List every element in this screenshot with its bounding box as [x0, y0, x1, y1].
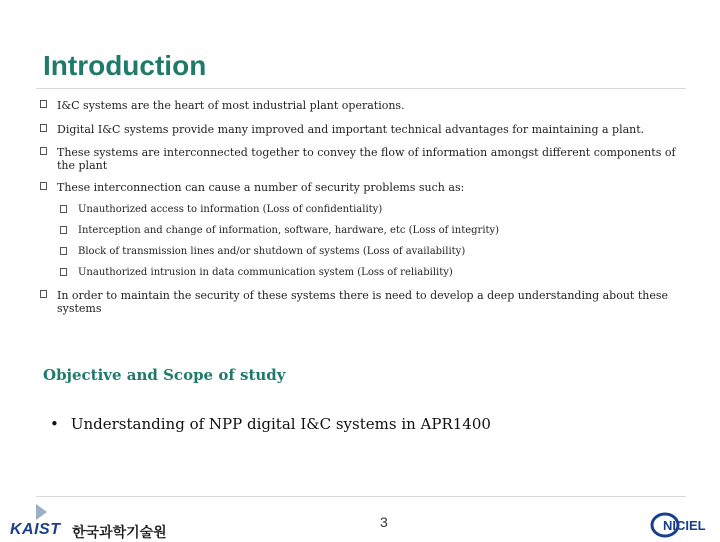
- bullet-item: In order to maintain the security of these systems there is need to develop a deep understanding about these systems: [40, 289, 677, 315]
- box-bullet-icon: [60, 205, 67, 213]
- title-divider: [36, 88, 686, 89]
- bullet-item: Digital I&C systems provide many improved and important technical advantages for maintaining a plant.: [40, 123, 677, 136]
- section-bullet: • Understanding of NPP digital I&C systems in APR1400: [50, 415, 491, 433]
- sub-bullet-item: Unauthorized intrusion in data communication system (Loss of reliability): [60, 267, 453, 279]
- box-bullet-icon: [60, 247, 67, 255]
- kaist-korean-name: 한국과학기술원: [72, 525, 167, 541]
- bullet-item: I&C systems are the heart of most industrial plant operations.: [40, 99, 677, 112]
- bullet-dot-icon: •: [50, 415, 59, 433]
- section-title: Objective and Scope of study: [43, 366, 286, 384]
- slide-title: Introduction: [43, 50, 207, 81]
- box-bullet-icon: [60, 226, 67, 234]
- sub-bullet-item: Unauthorized access to information (Loss of confidentiality): [60, 204, 382, 216]
- sub-bullet-item: Block of transmission lines and/or shutdown of systems (Loss of availability): [60, 246, 465, 258]
- bullet-item: These systems are interconnected together to convey the flow of information amongst different components of the plant: [40, 146, 677, 172]
- box-bullet-icon: [60, 268, 67, 276]
- box-bullet-icon: [40, 182, 47, 190]
- footer-divider: [36, 496, 686, 497]
- bullet-item: These interconnection can cause a number of security problems such as:: [40, 181, 677, 194]
- sub-bullet-item: Interception and change of information, software, hardware, etc (Loss of integrity): [60, 225, 499, 237]
- page-number: 3: [380, 514, 388, 530]
- box-bullet-icon: [40, 124, 47, 132]
- triangle-marker-icon: [36, 504, 47, 520]
- niciel-logo: [650, 512, 710, 538]
- kaist-logo: KAIST: [10, 521, 61, 538]
- box-bullet-icon: [40, 100, 47, 108]
- box-bullet-icon: [40, 147, 47, 155]
- box-bullet-icon: [40, 290, 47, 298]
- niciel-logo-text: NICIEL: [663, 518, 706, 533]
